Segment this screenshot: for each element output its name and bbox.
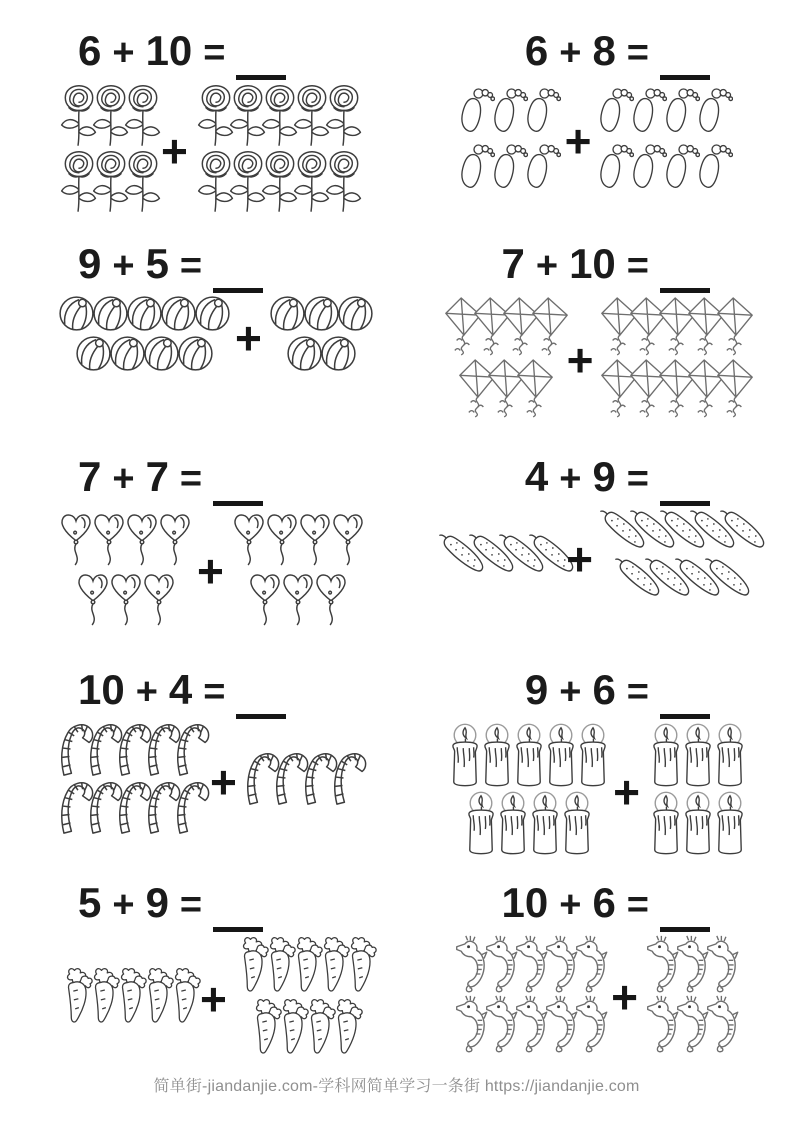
ball-icon [320,335,357,372]
rose-icon [323,82,365,148]
candycane-icon [174,721,212,777]
rose-icon [323,148,365,214]
plus-operator: + [112,32,135,74]
addend-2: 9 [145,879,169,926]
icon-group-2 [647,721,743,857]
balloon-icon [280,568,316,628]
equals-sign: = [179,458,203,500]
ball-icon [126,295,163,332]
carrot-icon [338,932,384,999]
equals-sign: = [626,671,649,713]
icon-row [454,994,604,1054]
icon-group-2 [269,295,371,375]
ball-icon [286,335,323,372]
plus-icon: + [210,756,237,808]
icon-row [286,335,354,375]
addend-1: 4 [524,453,549,500]
icon-group-1 [58,965,193,1027]
addend-2: 6 [592,879,616,926]
addend-1: 6 [524,27,549,74]
ball-icon [58,295,95,332]
ball-icon [177,335,214,372]
math-problem-10 [396,879,793,1095]
icon-group-1 [446,721,606,857]
balloon-icon [124,508,160,568]
plus-operator: + [559,32,582,74]
math-problem-4 [396,240,793,456]
answer-blank[interactable] [660,919,710,932]
answer-blank[interactable] [660,280,710,293]
plus-icon: + [566,334,594,386]
math-problem-7 [0,666,396,882]
footer-credit: 简单街-jiandanjie.com-学科网简单学习一条街 https://jiandanjie.com [153,1078,640,1095]
icon-group-1 [58,721,203,837]
equals-sign: = [203,32,226,74]
equation [524,27,710,74]
plus-operator: + [112,245,135,287]
picture-sum [459,82,731,194]
balloon-icon [91,508,127,568]
equals-sign: = [626,32,649,74]
equation [524,666,710,713]
picture-sum [439,508,750,604]
candle-icon [711,721,749,789]
icon-row [598,138,730,194]
icon-row [58,82,154,148]
picture-sum [58,508,363,628]
plus-operator: + [112,458,135,500]
picture-sum [444,295,746,419]
plus-icon: + [566,533,593,585]
addend-2: 9 [592,453,616,500]
footprint-icon [459,138,495,194]
icon-row [195,82,355,148]
balloon-icon [157,508,193,568]
balloon-icon [264,508,300,568]
addend-1: 6 [78,27,102,74]
icon-row [247,568,346,628]
plus-operator: + [112,884,135,926]
plus-operator: + [535,245,559,287]
kite-icon [516,357,554,419]
plus-operator: + [135,671,158,713]
answer-blank[interactable] [660,67,710,80]
plus-icon: + [197,545,224,597]
ball-icon [143,335,180,372]
seahorse-icon [705,934,745,994]
candycane-icon [331,750,369,806]
footprint-icon [664,82,700,138]
balloon-icon [75,568,111,628]
icon-group-1 [58,295,228,375]
equals-sign: = [179,884,203,926]
equals-sign: = [626,884,649,926]
icon-row [247,996,355,1058]
candle-icon [574,721,612,789]
addend-1: 10 [78,666,125,713]
icon-row [231,508,363,568]
seahorse-icon [574,994,614,1054]
carrot-icon [324,994,370,1061]
math-problem-5 [0,453,396,669]
icon-row [645,934,735,994]
icon-row [462,789,590,857]
answer-blank[interactable] [213,280,263,293]
icon-row [647,721,743,789]
icon-group-1 [444,295,560,419]
picture-sum [446,721,743,857]
footprint-icon [631,138,667,194]
icon-group-1 [439,532,559,580]
addend-2: 7 [145,453,169,500]
icon-group-2 [600,508,750,604]
plus-icon: + [564,115,592,167]
icon-row [269,295,371,335]
addend-2: 10 [569,240,616,287]
icon-row [598,82,730,138]
footprint-icon [598,138,634,194]
answer-blank[interactable] [236,706,286,719]
plus-icon: + [200,973,227,1025]
icon-row [459,82,558,138]
icon-row [234,934,369,996]
plus-operator: + [559,884,582,926]
cucumber-icon [705,556,751,600]
footprint-icon [525,138,561,194]
icon-group-2 [244,750,360,808]
math-problem-2 [396,27,793,243]
kite-icon [716,295,754,357]
icon-row [195,148,355,214]
icon-row [645,994,735,1054]
kite-icon [531,295,569,357]
balloon-icon [313,568,349,628]
icon-row [439,532,559,580]
balloon-icon [108,568,144,628]
icon-group-1 [454,934,604,1054]
seahorse-icon [574,934,614,994]
picture-sum [58,721,360,837]
footprint-icon [492,82,528,138]
math-problem-1 [0,27,396,243]
candle-icon [711,789,749,857]
rose-icon [122,82,164,148]
icon-group-1 [58,82,154,214]
addend-2: 6 [592,666,616,713]
plus-operator: + [559,671,582,713]
answer-blank[interactable] [213,919,263,932]
icon-group-2 [600,295,745,419]
icon-row [458,357,545,419]
picture-sum [454,934,735,1054]
answer-blank[interactable] [213,493,263,506]
footprint-icon [492,138,528,194]
icon-row [600,508,750,556]
picture-sum [58,934,369,1058]
candycane-icon [174,779,212,835]
balloon-icon [231,508,267,568]
balloon-icon [141,568,177,628]
footprint-icon [525,82,561,138]
icon-row [615,556,735,604]
equation [78,27,286,74]
picture-sum [58,295,371,375]
icon-row [58,148,154,214]
plus-icon: + [613,766,640,818]
icon-row [58,508,190,568]
plus-icon: + [161,125,188,177]
equals-sign: = [626,245,649,287]
addend-2: 8 [592,27,616,74]
icon-row [459,138,558,194]
icon-group-1 [58,508,190,628]
addend-1: 10 [501,879,549,926]
icon-row [58,779,203,837]
ball-icon [269,295,306,332]
equals-sign: = [179,245,203,287]
equation [501,240,710,287]
math-problem-3 [0,240,396,456]
ball-icon [109,335,146,372]
icon-row [446,721,606,789]
icon-group-2 [195,82,355,214]
icon-row [600,357,745,419]
ball-icon [194,295,231,332]
ball-icon [75,335,112,372]
footprint-icon [598,82,634,138]
equals-sign: = [203,671,226,713]
kite-icon [716,357,754,419]
equation [78,453,263,500]
icon-group-2 [231,508,363,628]
icon-group-2 [598,82,730,194]
icon-row [58,721,203,779]
candle-icon [558,789,596,857]
answer-blank[interactable] [236,67,286,80]
footprint-icon [631,82,667,138]
icon-row [58,965,193,1027]
addend-1: 7 [78,453,102,500]
balloon-icon [297,508,333,568]
ball-icon [92,295,129,332]
seahorse-icon [705,994,745,1054]
ball-icon [303,295,340,332]
equals-sign: = [626,458,649,500]
addend-1: 9 [78,240,102,287]
answer-blank[interactable] [660,493,710,506]
ball-icon [337,295,374,332]
ball-icon [160,295,197,332]
icon-row [75,568,174,628]
addend-2: 4 [168,666,193,713]
icon-row [58,295,228,335]
equation [501,879,710,926]
icon-row [75,335,211,375]
addend-2: 10 [145,27,193,74]
equation [78,240,263,287]
math-problem-9 [0,879,396,1095]
icon-row [454,934,604,994]
icon-group-2 [234,934,369,1058]
addend-1: 7 [501,240,525,287]
addend-1: 9 [524,666,549,713]
footprint-icon [697,138,733,194]
balloon-icon [330,508,366,568]
plus-operator: + [559,458,582,500]
icon-row [444,295,560,357]
icon-row [600,295,745,357]
plus-icon: + [611,971,638,1023]
equation [524,453,710,500]
icon-group-2 [645,934,735,1054]
balloon-icon [58,508,94,568]
math-problem-8 [396,666,793,882]
plus-icon: + [235,312,262,364]
balloon-icon [247,568,283,628]
math-problem-6 [396,453,793,669]
cucumber-icon [720,508,766,552]
footprint-icon [664,138,700,194]
addend-1: 5 [78,879,102,926]
equation [78,666,286,713]
answer-blank[interactable] [660,706,710,719]
icon-row [244,750,360,808]
footprint-icon [459,82,495,138]
footprint-icon [697,82,733,138]
picture-sum [58,82,355,214]
addend-2: 5 [145,240,169,287]
icon-row [647,789,743,857]
rose-icon [122,148,164,214]
equation [78,879,263,926]
icon-group-1 [459,82,558,194]
